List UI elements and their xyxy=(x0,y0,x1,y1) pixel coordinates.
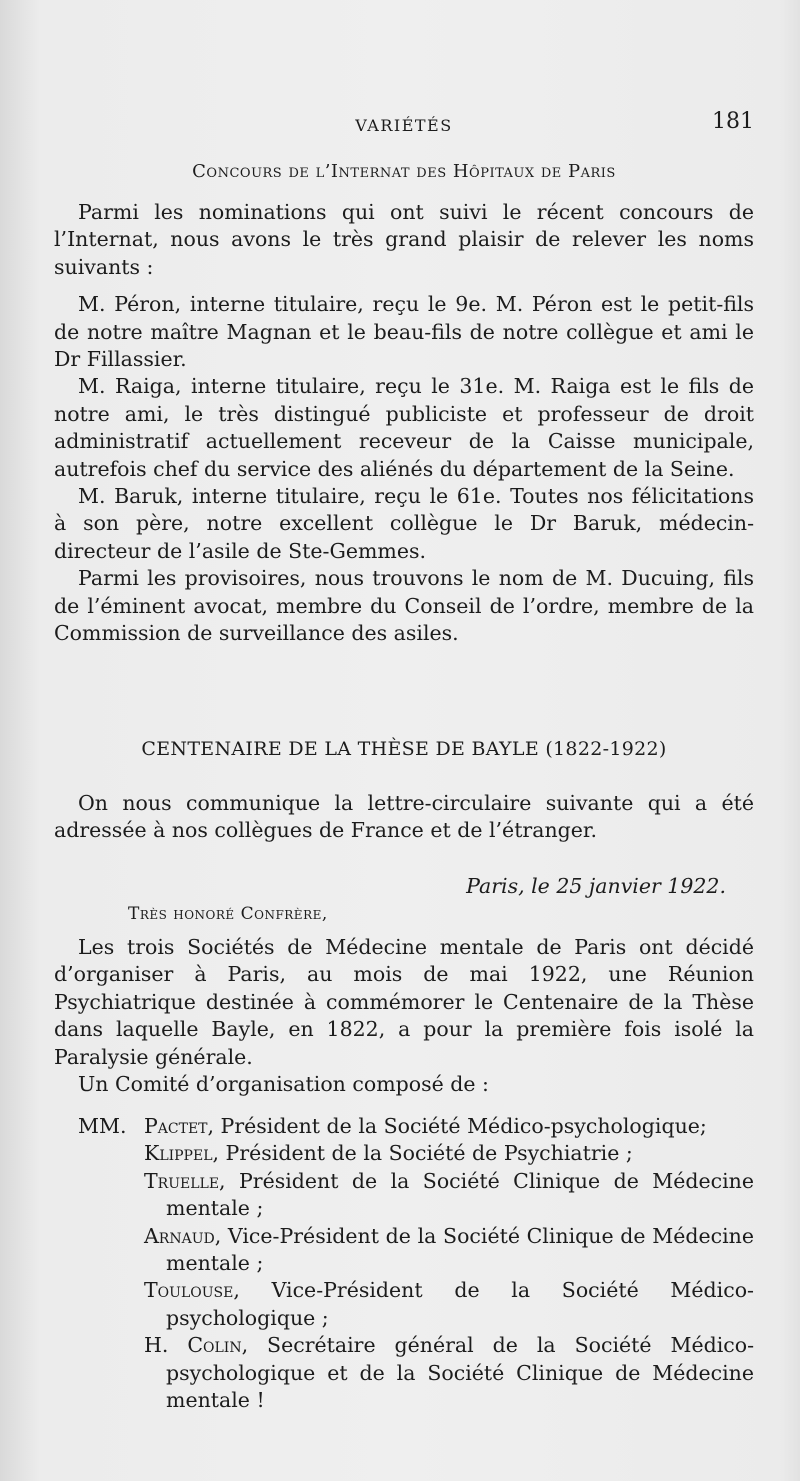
member-name: Toulouse xyxy=(144,1278,234,1303)
list-item xyxy=(144,1332,754,1414)
letter-body xyxy=(54,934,754,1098)
member-role: , Secrétaire général de la Société Médico-psychologique et de la Société Clinique de Médecine mentale ! xyxy=(166,1333,755,1413)
member-role: , Président de la Société Clinique de Médecine mentale ; xyxy=(166,1168,754,1221)
section-title-centenaire: CENTENAIRE DE LA THÈSE DE BAYLE (1822-1922) xyxy=(141,738,667,760)
member-role: , Vice-Président de la Société Médico-psychologique ; xyxy=(166,1278,754,1330)
committee-members-list xyxy=(54,1113,754,1414)
page-header xyxy=(54,108,754,138)
section-centenaire-intro xyxy=(54,790,754,845)
member-role: , Président de la Société de Psychiatrie ; xyxy=(212,1141,633,1166)
member-role: , Vice-Président de la Société Clinique de Médecine mentale ; xyxy=(166,1223,754,1276)
member-name: H. Colin xyxy=(144,1333,242,1358)
section-title-concours: Concours de l’Internat des Hôpitaux de Paris xyxy=(192,161,616,182)
paragraph: Parmi les nominations qui ont suivi le récent concours de l’Internat, nous avons le très grand plaisir de relever les noms suivants : xyxy=(54,200,754,279)
list-item xyxy=(144,1113,754,1140)
member-name: Arnaud xyxy=(144,1223,215,1248)
list-item xyxy=(144,1140,754,1167)
paragraph: Les trois Sociétés de Médecine mentale de Paris ont décidé d’organiser à Paris, au mois de mai 1922, une Réunion Psychiatrique destinée à commémorer le Centenaire de la Thèse dans laquelle Bayle, en 1822, a pour la première fois isolé la Paralysie générale. xyxy=(54,935,754,1069)
running-head: VARIÉTÉS xyxy=(355,116,453,135)
page-number: 181 xyxy=(712,109,754,134)
paragraph: M. Péron, interne titulaire, reçu le 9e. M. Péron est le petit-fils de notre maître Magnan et le beau-fils de notre collègue et ami le Dr Fillassier. xyxy=(54,292,754,372)
member-name: Truelle xyxy=(144,1168,220,1193)
member-name: Klippel xyxy=(144,1141,213,1166)
members-prefix: MM. xyxy=(78,1114,127,1138)
list-item xyxy=(144,1223,754,1278)
letter-salutation: Très honoré Confrère, xyxy=(128,904,328,924)
member-name: Pactet xyxy=(144,1114,208,1138)
member-role: , Président de la Société Médico-psychologique; xyxy=(207,1114,707,1138)
letter-dateline: Paris, le 25 janvier 1922. xyxy=(466,874,726,898)
paragraph: M. Baruk, interne titulaire, reçu le 61e. Toutes nos félicitations à son père, notre excellent collègue le Dr Baruk, médecin-directeur de l’asile de Ste-Gemmes. xyxy=(54,484,754,563)
paragraph: M. Raiga, interne titulaire, reçu le 31e. M. Raiga est le fils de notre ami, le très distingué publiciste et professeur de droit administratif actuellement receveur de la Caisse municipale, autrefois chef du service des aliénés du département de la Seine. xyxy=(54,374,754,481)
paragraph: Un Comité d’organisation composé de : xyxy=(78,1072,489,1097)
paragraph: On nous communique la lettre-circulaire suivante qui a été adressée à nos collègues de France et de l’étranger. xyxy=(54,791,754,843)
paragraph: Parmi les provisoires, nous trouvons le nom de M. Ducuing, fils de l’éminent avocat, membre du Conseil de l’ordre, membre de la Commission de surveillance des asiles. xyxy=(54,566,754,646)
list-item xyxy=(144,1168,754,1223)
section-concours-body xyxy=(54,199,754,648)
list-item xyxy=(144,1277,754,1332)
